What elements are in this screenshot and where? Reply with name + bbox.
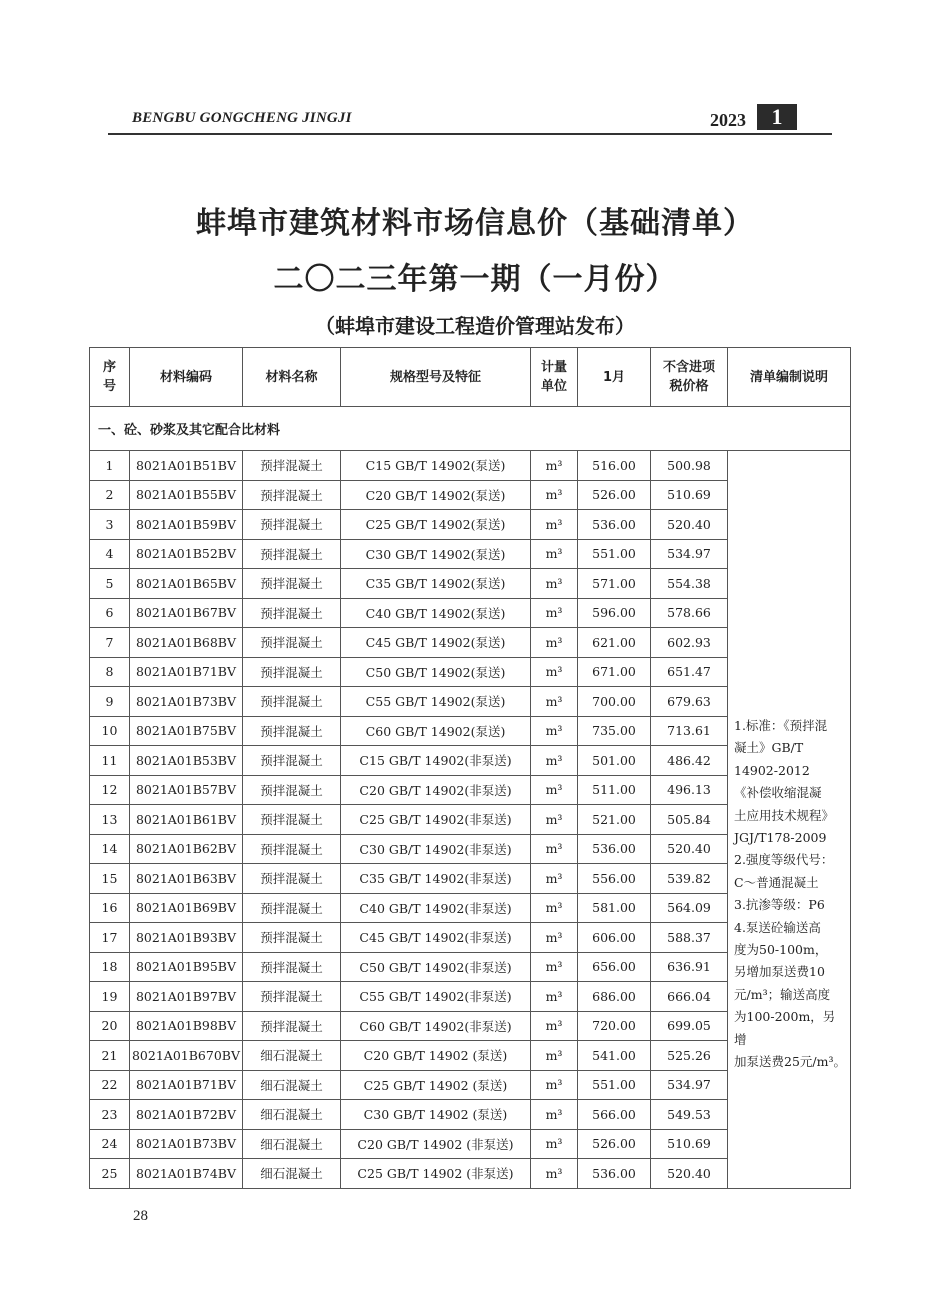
cell-seq: 6 [90, 598, 130, 628]
cell-seq: 16 [90, 893, 130, 923]
cell-seq: 7 [90, 628, 130, 658]
table-header-row [90, 348, 851, 407]
note-line: 元/m³；输送高度 [734, 986, 831, 1002]
cell-code: 8021A01B67BV [130, 598, 243, 628]
cell-unit: m³ [531, 480, 578, 510]
cell-unit: m³ [531, 893, 578, 923]
cell-month: 686.00 [578, 982, 651, 1012]
cell-name: 预拌混凝土 [243, 864, 341, 894]
note-line: 4.泵送砼输送高 [734, 919, 821, 935]
note-line: 另增加泵送费10 [734, 964, 825, 980]
cell-month: 521.00 [578, 805, 651, 835]
cell-unit: m³ [531, 923, 578, 953]
cell-pretax: 525.26 [651, 1041, 728, 1071]
cell-code: 8021A01B97BV [130, 982, 243, 1012]
cell-month: 526.00 [578, 1129, 651, 1159]
cell-pretax: 713.61 [651, 716, 728, 746]
header-rule [108, 133, 832, 135]
cell-spec: C20 GB/T 14902 (泵送) [341, 1041, 531, 1071]
price-table [89, 347, 851, 1189]
cell-unit: m³ [531, 451, 578, 481]
cell-code: 8021A01B53BV [130, 746, 243, 776]
cell-code: 8021A01B95BV [130, 952, 243, 982]
cell-seq: 11 [90, 746, 130, 776]
section-row [90, 407, 851, 451]
cell-unit: m³ [531, 834, 578, 864]
cell-name: 预拌混凝土 [243, 687, 341, 717]
cell-name: 预拌混凝土 [243, 775, 341, 805]
cell-name: 细石混凝土 [243, 1159, 341, 1189]
note-line: 加泵送费25元/m³。 [734, 1054, 846, 1070]
cell-month: 581.00 [578, 893, 651, 923]
col-header-unit: 计量单位 [531, 348, 578, 407]
cell-code: 8021A01B63BV [130, 864, 243, 894]
cell-unit: m³ [531, 657, 578, 687]
cell-seq: 1 [90, 451, 130, 481]
cell-seq: 23 [90, 1100, 130, 1130]
page-title: 蚌埠市建筑材料市场信息价（基础清单） [196, 206, 754, 241]
cell-seq: 20 [90, 1011, 130, 1041]
col-header-code: 材料编码 [130, 348, 243, 407]
cell-spec: C30 GB/T 14902 (泵送) [341, 1100, 531, 1130]
cell-spec: C55 GB/T 14902(泵送) [341, 687, 531, 717]
col-header-name: 材料名称 [243, 348, 341, 407]
cell-name: 预拌混凝土 [243, 805, 341, 835]
note-line: 凝土》GB/T [734, 740, 804, 756]
cell-spec: C25 GB/T 14902 (泵送) [341, 1070, 531, 1100]
cell-unit: m³ [531, 539, 578, 569]
cell-month: 536.00 [578, 834, 651, 864]
cell-unit: m³ [531, 598, 578, 628]
note-line: 土应用技术规程》 [734, 807, 835, 823]
cell-pretax: 602.93 [651, 628, 728, 658]
cell-name: 预拌混凝土 [243, 716, 341, 746]
cell-month: 656.00 [578, 952, 651, 982]
cell-spec: C45 GB/T 14902(泵送) [341, 628, 531, 658]
cell-month: 571.00 [578, 569, 651, 599]
cell-pretax: 500.98 [651, 451, 728, 481]
cell-month: 566.00 [578, 1100, 651, 1130]
cell-month: 606.00 [578, 923, 651, 953]
cell-code: 8021A01B55BV [130, 480, 243, 510]
cell-spec: C15 GB/T 14902(泵送) [341, 451, 531, 481]
cell-pretax: 486.42 [651, 746, 728, 776]
cell-pretax: 520.40 [651, 834, 728, 864]
note-line: 度为50-100m， [734, 942, 828, 958]
cell-spec: C50 GB/T 14902(非泵送) [341, 952, 531, 982]
cell-month: 720.00 [578, 1011, 651, 1041]
cell-seq: 19 [90, 982, 130, 1012]
cell-spec: C35 GB/T 14902(泵送) [341, 569, 531, 599]
cell-name: 预拌混凝土 [243, 569, 341, 599]
cell-unit: m³ [531, 775, 578, 805]
table-row [90, 451, 851, 481]
cell-unit: m³ [531, 864, 578, 894]
cell-code: 8021A01B98BV [130, 1011, 243, 1041]
col-header-spec: 规格型号及特征 [341, 348, 531, 407]
cell-pretax: 666.04 [651, 982, 728, 1012]
cell-spec: C20 GB/T 14902(非泵送) [341, 775, 531, 805]
cell-month: 671.00 [578, 657, 651, 687]
cell-code: 8021A01B62BV [130, 834, 243, 864]
cell-code: 8021A01B72BV [130, 1100, 243, 1130]
note-line: 为100-200m，另增 [734, 1009, 836, 1047]
col-header-month: 1月 [578, 348, 651, 407]
cell-code: 8021A01B59BV [130, 510, 243, 540]
cell-code: 8021A01B71BV [130, 657, 243, 687]
cell-code: 8021A01B73BV [130, 687, 243, 717]
cell-seq: 25 [90, 1159, 130, 1189]
cell-month: 596.00 [578, 598, 651, 628]
cell-pretax: 578.66 [651, 598, 728, 628]
cell-name: 预拌混凝土 [243, 451, 341, 481]
cell-name: 预拌混凝土 [243, 746, 341, 776]
cell-name: 预拌混凝土 [243, 923, 341, 953]
cell-month: 621.00 [578, 628, 651, 658]
cell-seq: 2 [90, 480, 130, 510]
cell-unit: m³ [531, 687, 578, 717]
page-number: 28 [133, 1208, 148, 1224]
cell-unit: m³ [531, 1011, 578, 1041]
cell-spec: C60 GB/T 14902(非泵送) [341, 1011, 531, 1041]
cell-spec: C30 GB/T 14902(非泵送) [341, 834, 531, 864]
cell-pretax: 539.82 [651, 864, 728, 894]
cell-name: 细石混凝土 [243, 1100, 341, 1130]
cell-code: 8021A01B61BV [130, 805, 243, 835]
cell-code: 8021A01B51BV [130, 451, 243, 481]
cell-spec: C50 GB/T 14902(泵送) [341, 657, 531, 687]
note-line: 14902-2012 [734, 762, 810, 778]
cell-month: 516.00 [578, 451, 651, 481]
cell-name: 预拌混凝土 [243, 893, 341, 923]
section-title: 一、砼、砂浆及其它配合比材料 [90, 407, 851, 451]
cell-pretax: 496.13 [651, 775, 728, 805]
cell-unit: m³ [531, 1041, 578, 1071]
publisher-line: （蚌埠市建设工程造价管理站发布） [315, 314, 635, 338]
cell-month: 700.00 [578, 687, 651, 717]
cell-seq: 24 [90, 1129, 130, 1159]
cell-spec: C15 GB/T 14902(非泵送) [341, 746, 531, 776]
cell-pretax: 651.47 [651, 657, 728, 687]
cell-month: 551.00 [578, 1070, 651, 1100]
cell-code: 8021A01B670BV [130, 1041, 243, 1071]
cell-name: 预拌混凝土 [243, 539, 341, 569]
cell-name: 细石混凝土 [243, 1070, 341, 1100]
cell-month: 541.00 [578, 1041, 651, 1071]
cell-name: 预拌混凝土 [243, 510, 341, 540]
journal-name: BENGBU GONGCHENG JINGJI [132, 110, 352, 126]
cell-month: 551.00 [578, 539, 651, 569]
cell-code: 8021A01B71BV [130, 1070, 243, 1100]
cell-pretax: 520.40 [651, 510, 728, 540]
cell-spec: C45 GB/T 14902(非泵送) [341, 923, 531, 953]
cell-spec: C25 GB/T 14902(泵送) [341, 510, 531, 540]
cell-pretax: 679.63 [651, 687, 728, 717]
cell-name: 细石混凝土 [243, 1129, 341, 1159]
note-line: C～普通混凝土 [734, 874, 819, 890]
cell-spec: C20 GB/T 14902(泵送) [341, 480, 531, 510]
cell-month: 536.00 [578, 1159, 651, 1189]
cell-seq: 10 [90, 716, 130, 746]
cell-seq: 9 [90, 687, 130, 717]
cell-unit: m³ [531, 628, 578, 658]
cell-unit: m³ [531, 1100, 578, 1130]
cell-pretax: 534.97 [651, 539, 728, 569]
cell-pretax: 505.84 [651, 805, 728, 835]
cell-name: 预拌混凝土 [243, 598, 341, 628]
cell-seq: 5 [90, 569, 130, 599]
cell-pretax: 564.09 [651, 893, 728, 923]
cell-pretax: 534.97 [651, 1070, 728, 1100]
cell-name: 细石混凝土 [243, 1041, 341, 1071]
cell-spec: C40 GB/T 14902(非泵送) [341, 893, 531, 923]
cell-unit: m³ [531, 805, 578, 835]
cell-code: 8021A01B93BV [130, 923, 243, 953]
note-line: 2.强度等级代号： [734, 852, 834, 868]
cell-code: 8021A01B65BV [130, 569, 243, 599]
cell-seq: 3 [90, 510, 130, 540]
issue-number-badge: 1 [757, 104, 797, 130]
cell-code: 8021A01B68BV [130, 628, 243, 658]
cell-code: 8021A01B75BV [130, 716, 243, 746]
cell-unit: m³ [531, 982, 578, 1012]
cell-month: 511.00 [578, 775, 651, 805]
cell-name: 预拌混凝土 [243, 1011, 341, 1041]
cell-name: 预拌混凝土 [243, 982, 341, 1012]
cell-code: 8021A01B52BV [130, 539, 243, 569]
page-subtitle: 二〇二三年第一期（一月份） [273, 262, 677, 297]
cell-month: 501.00 [578, 746, 651, 776]
cell-month: 536.00 [578, 510, 651, 540]
cell-unit: m³ [531, 952, 578, 982]
note-line: 1.标准：《预拌混 [734, 718, 828, 733]
cell-seq: 13 [90, 805, 130, 835]
cell-spec: C60 GB/T 14902(泵送) [341, 716, 531, 746]
cell-month: 735.00 [578, 716, 651, 746]
cell-name: 预拌混凝土 [243, 480, 341, 510]
cell-pretax: 588.37 [651, 923, 728, 953]
cell-name: 预拌混凝土 [243, 952, 341, 982]
cell-seq: 22 [90, 1070, 130, 1100]
cell-code: 8021A01B69BV [130, 893, 243, 923]
cell-name: 预拌混凝土 [243, 628, 341, 658]
note-line: 3.抗渗等级：P6 [734, 897, 825, 913]
cell-unit: m³ [531, 746, 578, 776]
cell-unit: m³ [531, 1129, 578, 1159]
cell-seq: 15 [90, 864, 130, 894]
cell-pretax: 636.91 [651, 952, 728, 982]
cell-spec: C25 GB/T 14902(非泵送) [341, 805, 531, 835]
cell-name: 预拌混凝土 [243, 657, 341, 687]
cell-spec: C25 GB/T 14902 (非泵送) [341, 1159, 531, 1189]
cell-unit: m³ [531, 1159, 578, 1189]
cell-unit: m³ [531, 1070, 578, 1100]
cell-seq: 17 [90, 923, 130, 953]
cell-unit: m³ [531, 510, 578, 540]
cell-seq: 4 [90, 539, 130, 569]
cell-pretax: 699.05 [651, 1011, 728, 1041]
cell-seq: 8 [90, 657, 130, 687]
cell-month: 556.00 [578, 864, 651, 894]
cell-code: 8021A01B74BV [130, 1159, 243, 1189]
notes-cell [728, 451, 851, 1189]
cell-pretax: 549.53 [651, 1100, 728, 1130]
cell-name: 预拌混凝土 [243, 834, 341, 864]
col-header-pretax: 不含进项税价格 [651, 348, 728, 407]
cell-code: 8021A01B73BV [130, 1129, 243, 1159]
cell-pretax: 510.69 [651, 480, 728, 510]
cell-seq: 12 [90, 775, 130, 805]
cell-spec: C35 GB/T 14902(非泵送) [341, 864, 531, 894]
note-line: JGJ/T178-2009 [734, 830, 827, 846]
cell-unit: m³ [531, 716, 578, 746]
cell-spec: C55 GB/T 14902(非泵送) [341, 982, 531, 1012]
issue-year: 2023 [710, 110, 746, 130]
col-header-seq: 序号 [90, 348, 130, 407]
cell-spec: C20 GB/T 14902 (非泵送) [341, 1129, 531, 1159]
cell-pretax: 520.40 [651, 1159, 728, 1189]
cell-spec: C30 GB/T 14902(泵送) [341, 539, 531, 569]
cell-month: 526.00 [578, 480, 651, 510]
col-header-note: 清单编制说明 [728, 348, 851, 407]
cell-code: 8021A01B57BV [130, 775, 243, 805]
cell-pretax: 510.69 [651, 1129, 728, 1159]
cell-seq: 18 [90, 952, 130, 982]
cell-pretax: 554.38 [651, 569, 728, 599]
cell-spec: C40 GB/T 14902(泵送) [341, 598, 531, 628]
note-line: 《补偿收缩混凝 [734, 785, 822, 801]
cell-seq: 14 [90, 834, 130, 864]
cell-seq: 21 [90, 1041, 130, 1071]
cell-unit: m³ [531, 569, 578, 599]
